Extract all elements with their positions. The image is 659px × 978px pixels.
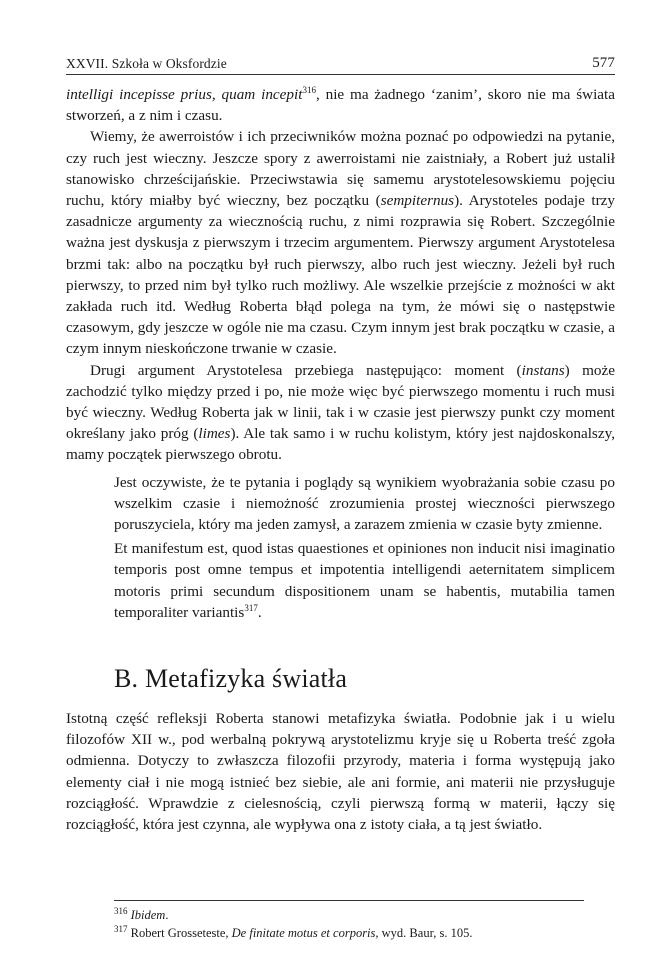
latin-term: sempiternus xyxy=(380,192,455,210)
footnote-italic: De finitate motus et corporis xyxy=(231,926,376,940)
paragraph-text: Wiemy, że awerroistów i ich przeciwników można poznać po odpowiedzi na pytanie, czy ruch jest wieczny. Jeszcze spory z awerroistami nie zaistniały, a Robert już ustalił stanowisko chrześcijańskie. Przeciwstawia się samemu arystotelesowskiemu pojęciu ruchu, który miałby być wieczny, bez początku ( xyxy=(66,128,615,210)
paragraph-text: ) może zachodzić tylko między przed i po, nie może więc być pierwszego momentu i ruch musi być wieczny. Według Roberta jak w linii, tak i w czasie jest pierwszy punkt czy moment określany jako próg ( xyxy=(66,361,615,443)
main-text xyxy=(66,84,615,623)
footnote-text: Robert Grosseteste, xyxy=(130,926,232,940)
paragraph-4: Istotną część refleksji Roberta stanowi metafizyka światła. Podobnie jak i u wielu filozofów XII w., pod werbalną pokrywą arystotelizmu kryje się u Roberta treść zgoła odmienna. Dotyczy to zwłaszcza filozofii przyrody, materia i forma występują jako elementy ciał i nie mogą istnieć bez siebie, ale ani formie, ani materii nie przysługuje rozciągłość. Wprawdzie z cielesnością, czyli pierwszą formą w materii, łączy się rozciągłość, która jest czynna, ale wypływa ona z istoty ciała, a tą jest światło. xyxy=(66,710,615,834)
footnote-number: 317 xyxy=(114,923,128,934)
footnote-italic: Ibidem xyxy=(130,908,166,922)
latin-term: limes xyxy=(198,425,231,443)
paragraph-2 xyxy=(66,126,615,359)
footnote-316 xyxy=(114,906,614,924)
paragraph-text: , nie ma żadnego ‘zanim’, skoro nie ma świata stworzeń, a z nim i czasu. xyxy=(66,86,615,125)
footnote-text: . xyxy=(165,908,169,922)
footnote-text: , wyd. Baur, s. 105. xyxy=(375,926,473,940)
footnote-number: 316 xyxy=(114,905,128,916)
block-quote-polish: Jest oczywiste, że te pytania i poglądy są wynikiem wyobrażania sobie czasu po wszelkim czasie i niemożność zrozumienia prostej wieczności pierwszego poruszyciela, który ma jeden zamysł, a zarazem zmienia w czasie byty zmienne. xyxy=(114,473,615,534)
section-heading: B. Metafizyka światła xyxy=(114,664,348,693)
footnote-ref[interactable]: 316 xyxy=(302,84,316,95)
footnotes xyxy=(114,906,614,942)
block-quote-latin xyxy=(114,538,615,623)
paragraph-1 xyxy=(66,84,615,126)
page-number: 577 xyxy=(592,55,615,71)
footnote-divider xyxy=(114,900,584,901)
chapter-title: XXVII. Szkoła w Oksfordzie xyxy=(66,56,227,71)
paragraph-text: ). Arystoteles podaje trzy zasadnicze argumenty za wiecznością ruchu, z nimi rozprawia się Robert. Szczególnie ważna jest dyskusja z pierwszym i trzecim argumentem. Pierwszy argument Arystotelesa brzmi tak: albo na początku był ruch pierwszy, albo ruch jest wieczny. Jeżeli był ruch pierwszy, to przed nim był tylko ruch możliwy. Ale wszelkie przejście z możności w akt zakłada ruch itd. Według Roberta błąd polega na tym, że mówi się o następstwie czasowym, gdy jeszcze w ogóle nie ma czasu. Czym innym jest brak początku w czasie, a czym innym nieskończone trwanie w czasie. xyxy=(66,192,615,358)
latin-term: instans xyxy=(521,361,565,379)
quote-text: . xyxy=(257,603,262,621)
paragraph-text: Drugi argument Arystotelesa przebiega następująco: moment ( xyxy=(90,361,522,379)
footnote-317 xyxy=(114,924,614,942)
footnote-ref[interactable]: 317 xyxy=(244,602,258,613)
paragraph-3 xyxy=(66,360,615,466)
running-header xyxy=(66,50,615,75)
quote-text: Et manifestum est, quod istas quaestiones et opiniones non inducit nisi imaginatio temporis post omne tempus et impotentia intelligendi aeternitatem simplicem motoris primi secundum dispositionem unam se habentis, mutabilia tamen temporaliter variantis xyxy=(114,540,615,621)
latin-phrase: intelligi incepisse prius, quam incepit xyxy=(66,86,303,103)
paragraph-text: ). Ale tak samo i w ruchu kolistym, który jest najdoskonalszy, mamy początek pierwszego obrotu. xyxy=(66,425,615,464)
section-text xyxy=(66,708,615,835)
